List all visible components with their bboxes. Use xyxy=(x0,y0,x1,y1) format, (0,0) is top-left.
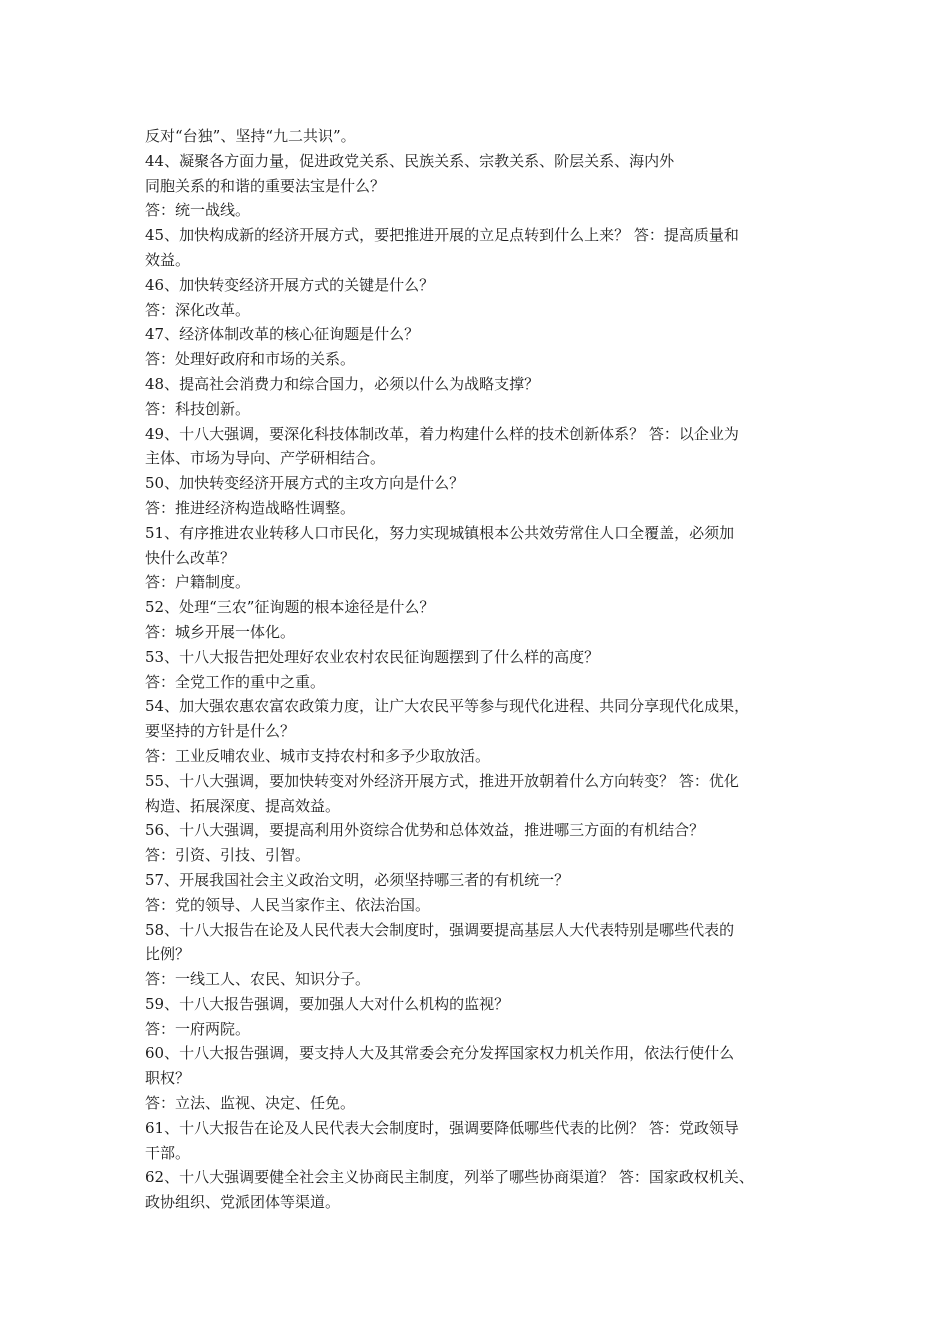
text-line: 职权？ xyxy=(145,1069,191,1088)
text-line: 比例？ xyxy=(145,945,191,964)
text-line: 答：立法、监视、决定、任免。 xyxy=(145,1094,356,1113)
text-line: 46、加快转变经济开展方式的关键是什么？ xyxy=(145,275,435,294)
text-line: 62、十八大强调要健全社会主义协商民主制度，列举了哪些协商渠道？ 答：国家政权机关、 xyxy=(145,1168,754,1187)
text-line: 要坚持的方针是什么？ xyxy=(145,722,296,741)
text-line: 53、十八大报告把处理好农业农村农民征询题摆到了什么样的高度？ xyxy=(145,647,600,666)
text-line: 48、提高社会消费力和综合国力，必须以什么为战略支撑？ xyxy=(145,374,540,393)
text-line: 答：科技创新。 xyxy=(145,399,251,418)
text-line: 56、十八大强调，要提高利用外资综合优势和总体效益，推进哪三方面的有机结合？ xyxy=(145,821,705,840)
text-line: 政协组织、党派团体等渠道。 xyxy=(145,1193,341,1212)
text-line: 答：一府两院。 xyxy=(145,1019,251,1038)
text-line: 构造、拓展深度、提高效益。 xyxy=(145,796,341,815)
text-line: 同胞关系的和谐的重要法宝是什么？ xyxy=(145,176,386,195)
text-line: 答：处理好政府和市场的关系。 xyxy=(145,350,356,369)
text-line: 49、十八大强调，要深化科技体制改革，着力构建什么样的技术创新体系？ 答：以企业为 xyxy=(145,424,739,443)
text-line: 效益。 xyxy=(145,250,191,269)
text-line: 47、经济体制改革的核心征询题是什么？ xyxy=(145,325,420,344)
text-line: 59、十八大报告强调，要加强人大对什么机构的监视？ xyxy=(145,994,510,1013)
text-line: 主体、市场为导向、产学研相结合。 xyxy=(145,449,386,468)
text-line: 44、凝聚各方面力量，促进政党关系、民族关系、宗教关系、阶层关系、海内外 xyxy=(145,151,675,170)
text-line: 答：全党工作的重中之重。 xyxy=(145,672,326,691)
text-line: 答：深化改革。 xyxy=(145,300,251,319)
text-line: 答：户籍制度。 xyxy=(145,573,251,592)
text-line: 45、加快构成新的经济开展方式，要把推进开展的立足点转到什么上来？ 答：提高质量和 xyxy=(145,226,739,245)
text-line: 50、加快转变经济开展方式的主攻方向是什么？ xyxy=(145,474,465,493)
text-line: 61、十八大报告在论及人民代表大会制度时，强调要降低哪些代表的比例？ 答：党政领导 xyxy=(145,1118,739,1137)
document-text xyxy=(145,124,825,1215)
text-line: 52、处理“三农”征询题的根本途径是什么？ xyxy=(145,598,435,617)
text-line: 55、十八大强调，要加快转变对外经济开展方式，推进开放朝着什么方向转变？ 答：优化 xyxy=(145,771,739,790)
text-line: 答：引资、引技、引智。 xyxy=(145,846,311,865)
text-line: 答：城乡开展一体化。 xyxy=(145,622,296,641)
text-line: 答：党的领导、人民当家作主、依法治国。 xyxy=(145,895,431,914)
text-line: 答：统一战线。 xyxy=(145,201,251,220)
text-line: 57、开展我国社会主义政治文明，必须坚持哪三者的有机统一？ xyxy=(145,870,570,889)
text-line: 答：推进经济构造战略性调整。 xyxy=(145,498,356,517)
text-line: 答：一线工人、农民、知识分子。 xyxy=(145,970,371,989)
text-line: 快什么改革？ xyxy=(145,548,236,567)
text-line: 反对“台独”、坚持“九二共识”。 xyxy=(145,127,356,145)
text-line: 54、加大强农惠农富农政策力度，让广大农民平等参与现代化进程、共同分享现代化成果， xyxy=(145,697,750,716)
text-line: 答：工业反哺农业、城市支持农村和多予少取放活。 xyxy=(145,746,491,765)
text-line: 60、十八大报告强调，要支持人大及其常委会充分发挥国家权力机关作用，依法行使什么 xyxy=(145,1044,735,1063)
text-line: 干部。 xyxy=(145,1143,191,1162)
text-line: 51、有序推进农业转移人口市民化，努力实现城镇根本公共效劳常住人口全覆盖，必须加 xyxy=(145,523,735,542)
text-line: 58、十八大报告在论及人民代表大会制度时，强调要提高基层人大代表特别是哪些代表的 xyxy=(145,920,735,939)
